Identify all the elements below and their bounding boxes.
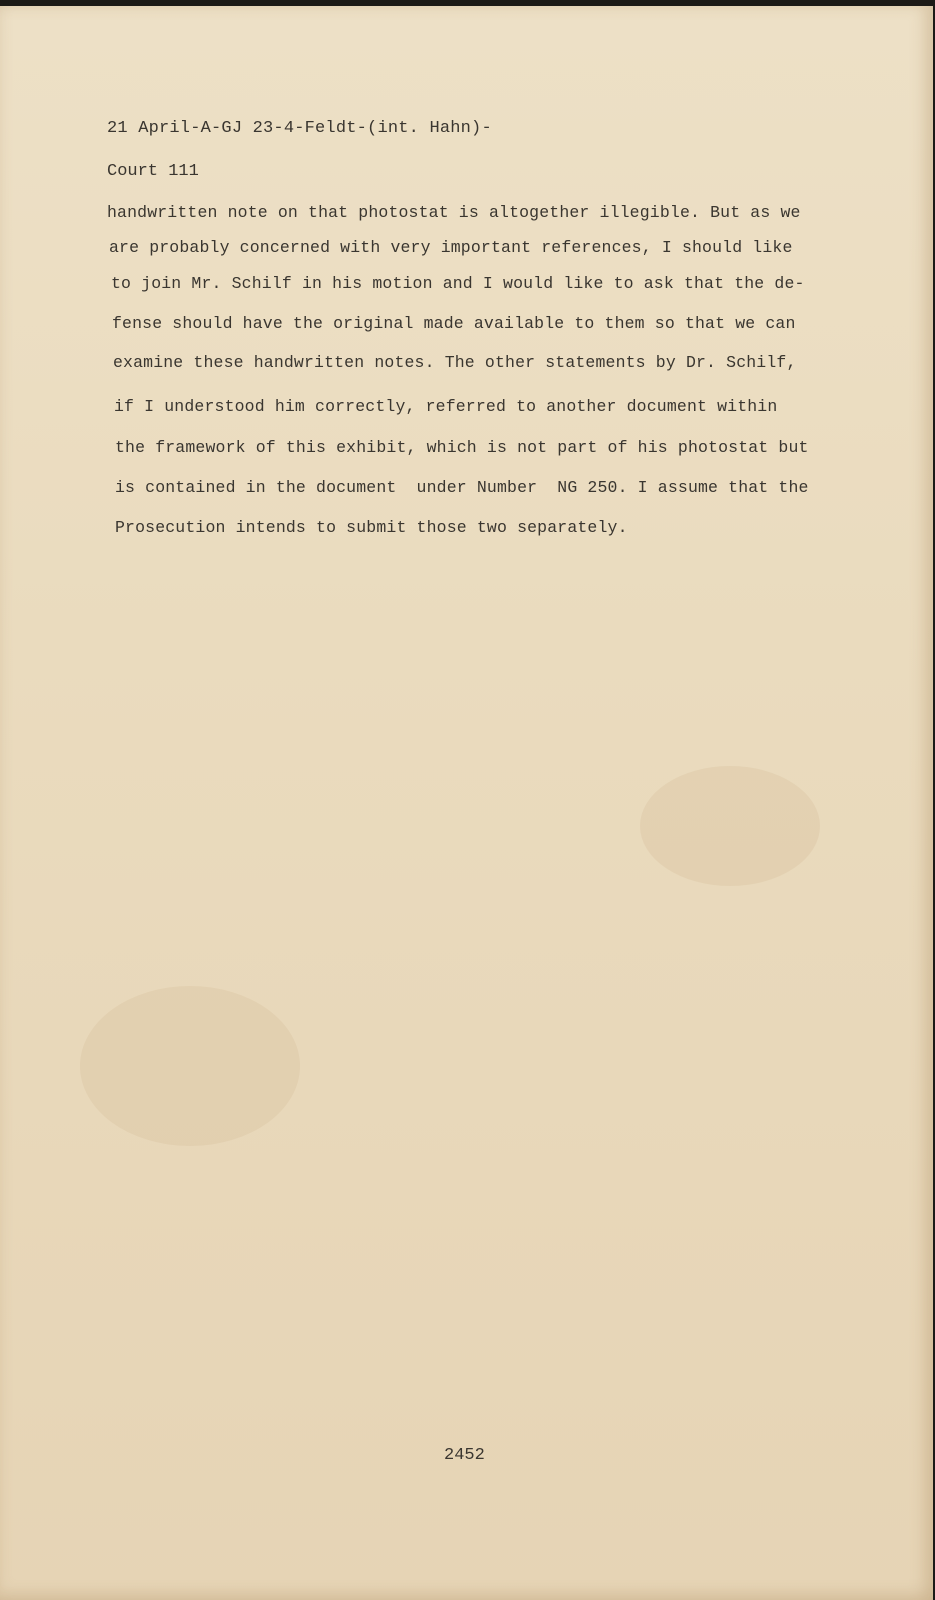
page-number: 2452: [444, 1446, 485, 1465]
document-header: 21 April-A-GJ 23-4-Feldt-(int. Hahn)-: [107, 119, 492, 138]
body-line: if I understood him correctly, referred to another document within: [114, 397, 778, 416]
paper-stain: [640, 766, 820, 886]
body-line: to join Mr. Schilf in his motion and I would like to ask that the de-: [111, 274, 805, 293]
body-line: Prosecution intends to submit those two separately.: [115, 518, 628, 537]
document-page: [0, 6, 933, 1600]
body-line: examine these handwritten notes. The other statements by Dr. Schilf,: [113, 353, 797, 372]
body-line: fense should have the original made available to them so that we can: [112, 314, 796, 333]
court-label: Court 111: [107, 162, 199, 181]
body-line: are probably concerned with very important references, I should like: [109, 238, 793, 257]
body-line: is contained in the document under Number NG 250. I assume that the: [115, 478, 809, 497]
body-line: the framework of this exhibit, which is not part of his photostat but: [115, 438, 809, 457]
paper-stain: [80, 986, 300, 1146]
body-line: handwritten note on that photostat is altogether illegible. But as we: [107, 203, 801, 222]
